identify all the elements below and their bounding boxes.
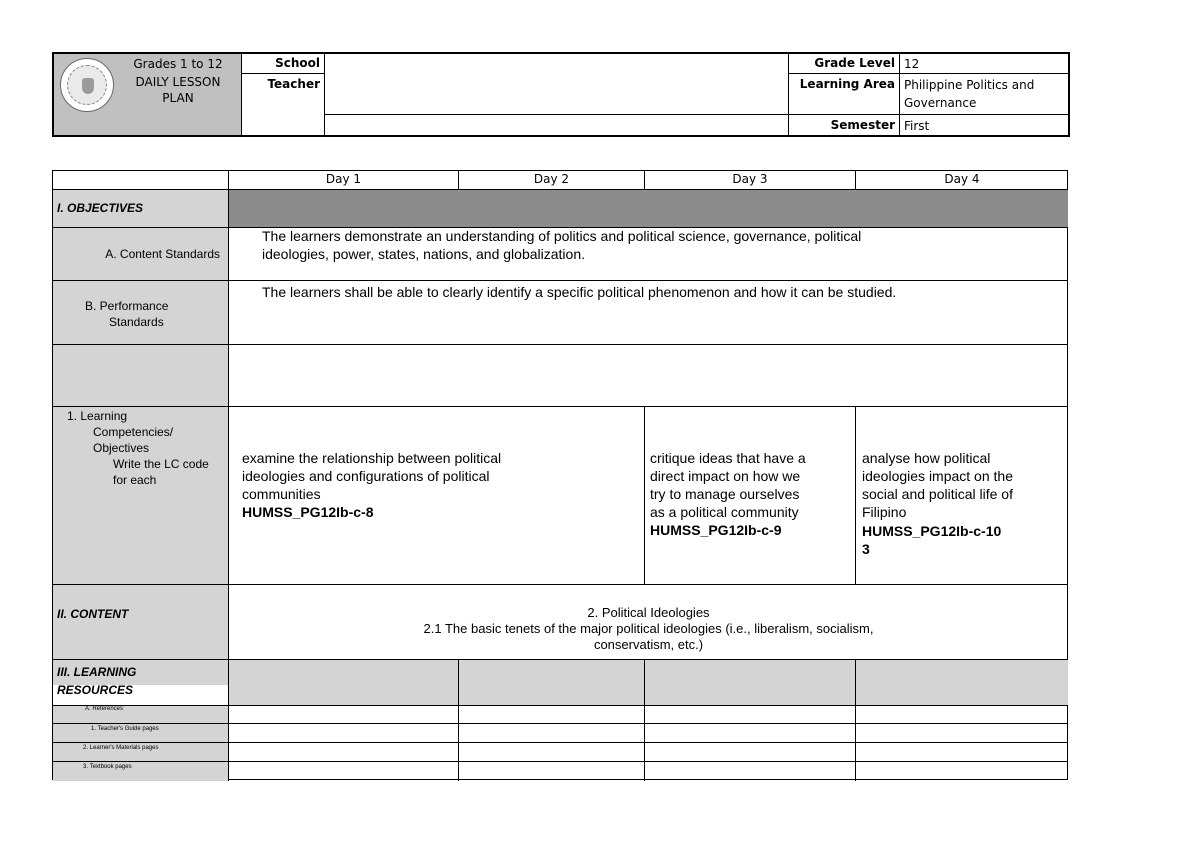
day-3-header: Day 3 (732, 172, 768, 186)
day4-lc-code-line1: HUMSS_PG12Ib-c-10 (862, 523, 1002, 539)
day12-competency-line3: communities (242, 486, 321, 502)
day4-competency-line3: social and political life of (862, 486, 1013, 502)
references-label: A. References (85, 706, 124, 712)
day12-lc-code: HUMSS_PG12Ib-c-8 (242, 504, 374, 520)
grade-level-label: Grade Level (814, 56, 895, 70)
resources-heading-line1: III. LEARNING (57, 665, 137, 679)
day3-competency-line3: try to manage ourselves (650, 486, 800, 502)
header-title-line1: Grades 1 to 12 (133, 57, 223, 71)
day-1-header: Day 1 (325, 172, 362, 186)
content-heading: II. CONTENT (57, 607, 129, 621)
teachers-guide-label: 1. Teacher's Guide pages (91, 726, 159, 732)
day12-competency-line2: ideologies and configurations of political (242, 468, 490, 484)
learning-area-value-line1[interactable]: Philippine Politics and (904, 78, 1035, 92)
day3-competency-line2: direct impact on how we (650, 468, 801, 484)
lesson-plan-header (52, 52, 1070, 137)
day3-competency-line1: critique ideas that have a (650, 450, 806, 466)
resources-heading-line2: RESOURCES (57, 683, 134, 697)
day4-competency-line4: Filipino (862, 504, 907, 520)
grade-level-value[interactable]: 12 (904, 57, 920, 71)
competencies-label-line1: 1. Learning (67, 409, 128, 423)
semester-label: Semester (830, 118, 895, 132)
performance-standards-label-line2: Standards (109, 315, 164, 329)
content-line2: 2.1 The basic tenets of the major political ideologies (i.e., liberalism, socialism, (423, 621, 874, 636)
day4-competency-line2: ideologies impact on the (862, 468, 1013, 484)
header-title-line2: DAILY LESSON (135, 75, 221, 89)
learning-area-label: Learning Area (799, 77, 895, 91)
competencies-label-line2: Competencies/ (93, 425, 174, 439)
content-standards-line1: The learners demonstrate an understanding of politics and political science, governance, political (262, 228, 862, 244)
lesson-plan-table (52, 170, 1068, 780)
performance-standards-text: The learners shall be able to clearly identify a specific political phenomenon and how it can be studied. (262, 284, 897, 300)
day12-competency-line1: examine the relationship between political (242, 450, 502, 466)
performance-standards-label-line1: B. Performance (85, 299, 169, 313)
header-title-cell (54, 54, 242, 135)
learning-area-value-line2: Governance (904, 96, 977, 110)
day3-competency-line4: as a political community (650, 504, 799, 520)
competencies-label-line3: Objectives (93, 441, 150, 455)
day4-lc-code-line2: 3 (862, 541, 870, 557)
teacher-label: Teacher (267, 77, 320, 91)
school-field[interactable] (325, 54, 787, 73)
content-line3: conservatism, etc.) (593, 637, 704, 652)
day4-competency-line1: analyse how political (862, 450, 991, 466)
header-title-line3: PLAN (162, 91, 194, 105)
textbook-label: 3. Textbook pages (83, 764, 132, 770)
semester-value[interactable]: First (904, 119, 930, 133)
school-label: School (275, 56, 320, 70)
competencies-label-line4: Write the LC code (113, 457, 209, 471)
blank-value-cell (325, 115, 787, 135)
day3-lc-code: HUMSS_PG12Ib-c-9 (650, 522, 782, 538)
blank-label-cell (243, 115, 323, 135)
content-standards-label: A. Content Standards (105, 247, 220, 261)
day-4-header: Day 4 (944, 172, 980, 186)
competencies-label-line5: for each (113, 473, 157, 487)
teacher-field[interactable] (325, 74, 787, 114)
objectives-heading: I. OBJECTIVES (57, 201, 144, 215)
learners-materials-label: 2. Learner's Materials pages (83, 745, 159, 751)
deped-seal-icon (60, 58, 114, 112)
day-2-header: Day 2 (533, 172, 570, 186)
content-line1: 2. Political Ideologies (587, 605, 710, 620)
content-standards-line2: ideologies, power, states, nations, and globalization. (262, 246, 585, 262)
